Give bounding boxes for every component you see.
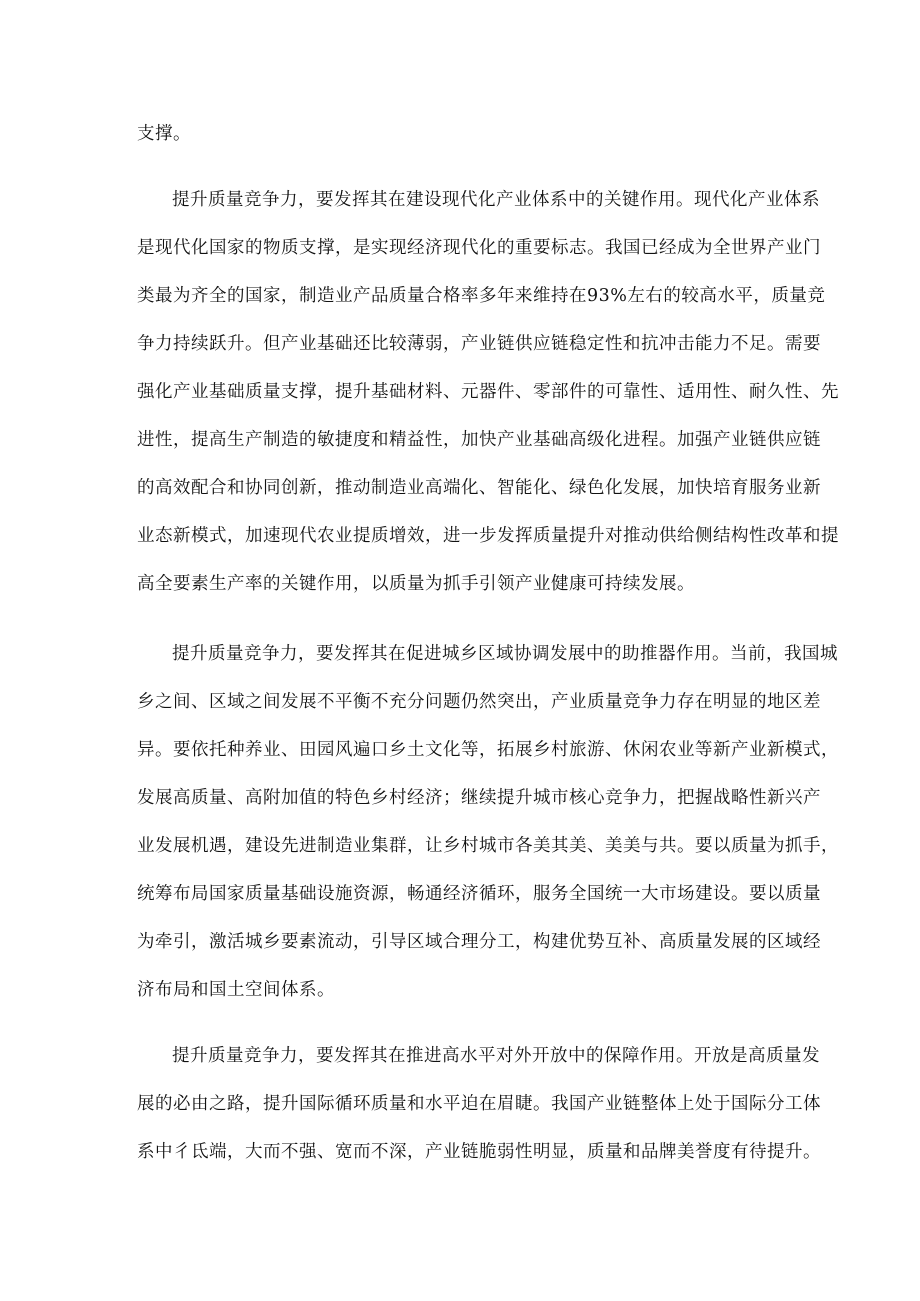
paragraph-line: 为牵引，激活城乡要素流动，引导区域合理分工，构建优势互补、高质量发展的区域经 (137, 932, 821, 952)
paragraph-line: 业发展机遇，建设先进制造业集群，让乡村城市各美其美、美美与共。要以质量为抓手， (137, 836, 839, 856)
paragraph-line: 异。要依托种养业、田园风遍口乡土文化等，拓展乡村旅游、休闲农业等新产业新模式， (137, 740, 839, 760)
paragraph-line: 提升质量竞争力，要发挥其在推进高水平对外开放中的保障作用。开放是高质量发 (172, 1046, 820, 1066)
paragraph-line: 进性，提高生产制造的敏捷度和精益性，加快产业基础高级化进程。加强产业链供应链 (137, 430, 821, 450)
paragraph-line: 统筹布局国家质量基础设施资源，畅通经济循环，服务全国统一大市场建设。要以质量 (137, 884, 821, 904)
paragraph-line: 类最为齐全的国家，制造业产品质量合格率多年来维持在93%左右的较高水平，质量竞 (137, 286, 826, 306)
paragraph-line: 系中彳氐端，大而不强、宽而不深，产业链脆弱性明显，质量和品牌美誉度有待提升。 (137, 1142, 821, 1162)
paragraph-line: 发展高质量、高附加值的特色乡村经济；继续提升城市核心竞争力，把握战略性新兴产 (137, 788, 821, 808)
paragraph-line: 是现代化国家的物质支撑，是实现经济现代化的重要标志。我国已经成为全世界产业门 (137, 238, 821, 258)
paragraph-line: 济布局和国土空间体系。 (137, 980, 335, 1000)
paragraph-line: 业态新模式，加速现代农业提质增效，进一步发挥质量提升对推动供给侧结构性改革和提 (137, 526, 839, 546)
paragraph-line: 强化产业基础质量支撑，提升基础材料、元器件、零部件的可靠性、适用性、耐久性、先 (137, 382, 839, 402)
paragraph-line: 乡之间、区域之间发展不平衡不充分问题仍然突出，产业质量竞争力存在明显的地区差 (137, 692, 821, 712)
paragraph-line: 支撑。 (137, 124, 191, 144)
paragraph-line: 高全要素生产率的关键作用，以质量为抓手引领产业健康可持续发展。 (137, 574, 695, 594)
paragraph-line: 的高效配合和协同创新，推动制造业高端化、智能化、绿色化发展，加快培育服务业新 (137, 478, 821, 498)
paragraph-line: 提升质量竞争力，要发挥其在促进城乡区域协调发展中的助推器作用。当前，我国城 (172, 644, 838, 664)
paragraph-line: 展的必由之路，提升国际循环质量和水平迫在眉睫。我国产业链整体上处于国际分工体 (137, 1094, 821, 1114)
paragraph-line: 争力持续跃升。但产业基础还比较薄弱，产业链供应链稳定性和抗冲击能力不足。需要 (137, 334, 821, 354)
paragraph-line: 提升质量竞争力，要发挥其在建设现代化产业体系中的关键作用。现代化产业体系 (172, 190, 820, 210)
